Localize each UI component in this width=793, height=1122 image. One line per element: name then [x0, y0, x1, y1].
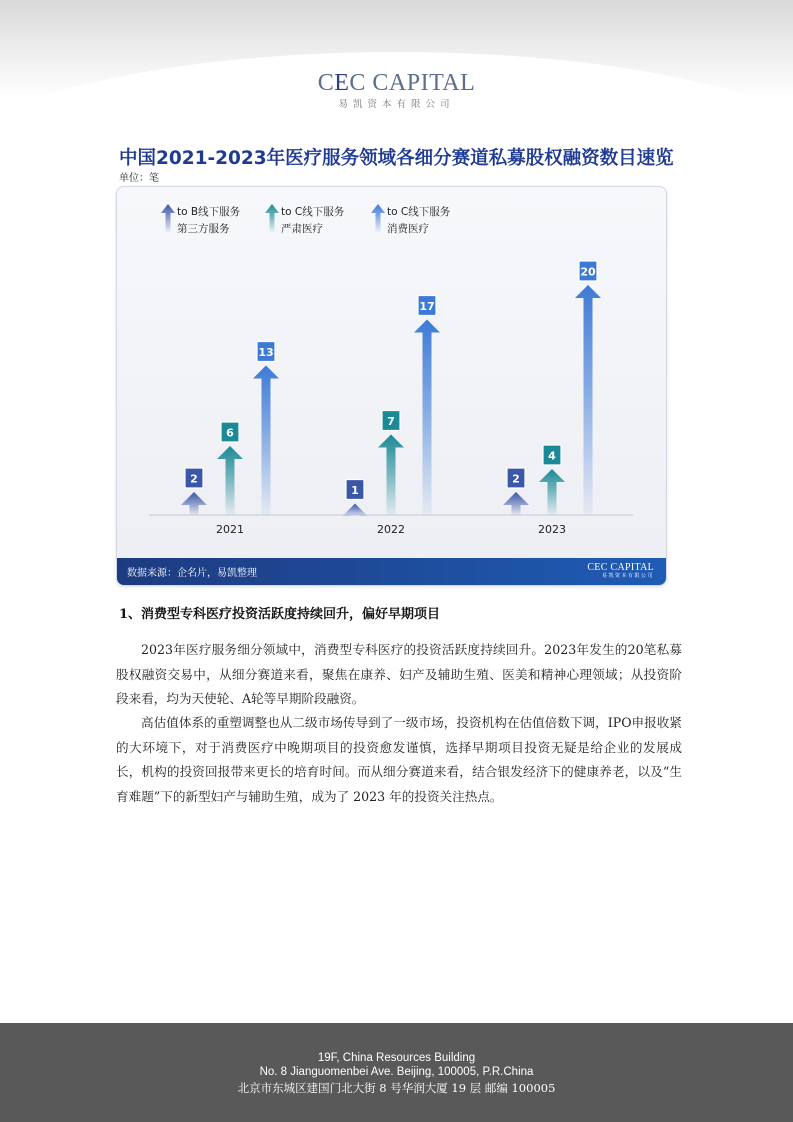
bar-arrow	[181, 492, 207, 515]
logo-prefix: C	[317, 70, 335, 96]
chart-card	[116, 186, 667, 586]
bar-arrow	[253, 366, 279, 516]
bar	[342, 480, 368, 517]
data-label: 1	[351, 484, 359, 497]
data-label: 17	[419, 300, 435, 313]
legend-label: to C线下服务	[387, 206, 451, 218]
logo-suffix: C CAPITAL	[349, 70, 476, 96]
bar-chart	[117, 187, 666, 558]
chart-source: 数据来源：企名片，易凯整理	[127, 568, 257, 579]
bar	[217, 422, 243, 515]
bar	[575, 261, 601, 515]
data-label: 7	[387, 415, 395, 428]
legend-arrow-icon	[371, 204, 385, 232]
bar-arrow	[575, 285, 601, 515]
legend-arrow-icon	[265, 204, 279, 232]
company-logo	[0, 70, 793, 97]
bar	[378, 411, 404, 516]
bar-arrow	[378, 435, 404, 516]
bar	[539, 445, 565, 515]
data-label: 2	[512, 472, 520, 486]
section-heading: 1、消费型专科医疗投资活跃度持续回升，偏好早期项目	[119, 607, 441, 622]
legend-label: to B线下服务	[177, 206, 241, 218]
footer-logo-subtitle: 易凯资本有限公司	[601, 573, 654, 579]
bar	[414, 296, 440, 516]
bar-arrow	[217, 446, 243, 515]
address-line-3: 北京市东城区建国门北大街 8 号华润大厦 19 层 邮编 100005	[237, 1081, 556, 1095]
legend-item	[161, 204, 241, 235]
footer-logo	[587, 562, 654, 580]
paragraph-2: 高估值体系的重塑调整也从二级市场传导到了一级市场，投资机构在估值倍数下调，IPO申报收紧的大环境下，对于消费医疗中晚期项目的投资愈发谨慎，选择早期项目投资无疑是给企业的发展成长，机构的投资回报带来更长的培育时间。而从细分赛道来看，结合银发经济下的健康养老，以及“生育难题”下的新型妇产与辅助生殖，成为了 2023 年的投资关注热点。	[116, 715, 682, 804]
x-tick-label: 2023	[538, 523, 566, 536]
address-line-2: No. 8 Jianguomenbei Ave. Beijing, 100005, P.R.China	[259, 1066, 534, 1078]
logo-accent: E	[334, 70, 350, 96]
bar-arrow	[342, 504, 368, 517]
data-label: 13	[258, 346, 274, 359]
bar	[181, 468, 207, 515]
bar	[253, 342, 279, 516]
legend-sublabel: 消费医疗	[387, 223, 429, 235]
paragraph-1: 2023年医疗服务细分领域中，消费型专科医疗的投资活跃度持续回升。2023年发生的20笔私募股权融资交易中，从细分赛道来看，聚焦在康养、妇产及辅助生殖、医美和精神心理领域；从投资阶段来看，均为天使轮、A轮等早期阶段融资。	[116, 642, 682, 706]
chart-footer-bar	[117, 558, 666, 585]
bar-arrow	[503, 492, 529, 515]
bar	[503, 468, 529, 515]
legend-sublabel: 第三方服务	[177, 223, 230, 235]
data-label: 6	[226, 426, 234, 440]
data-label: 20	[580, 265, 596, 279]
address-line-1: 19F, China Resources Building	[317, 1052, 476, 1064]
x-tick-label: 2022	[377, 523, 405, 536]
bar-arrow	[539, 469, 565, 515]
footer-logo-text: CEC CAPITAL	[587, 562, 654, 573]
bar-arrow	[414, 320, 440, 516]
figure-unit: 单位：笔	[119, 173, 159, 184]
legend-label: to C线下服务	[281, 206, 345, 218]
company-logo-subtitle: 易凯资本有限公司	[338, 99, 455, 110]
x-tick-label: 2021	[216, 523, 244, 536]
legend-sublabel: 严肃医疗	[281, 223, 323, 235]
data-label: 4	[548, 449, 556, 463]
legend-item	[265, 204, 345, 235]
data-label: 2	[190, 472, 198, 486]
figure-title: 中国2021-2023年医疗服务领域各细分赛道私募股权融资数目速览	[119, 148, 674, 169]
legend-item	[371, 204, 451, 235]
legend-arrow-icon	[161, 204, 175, 232]
